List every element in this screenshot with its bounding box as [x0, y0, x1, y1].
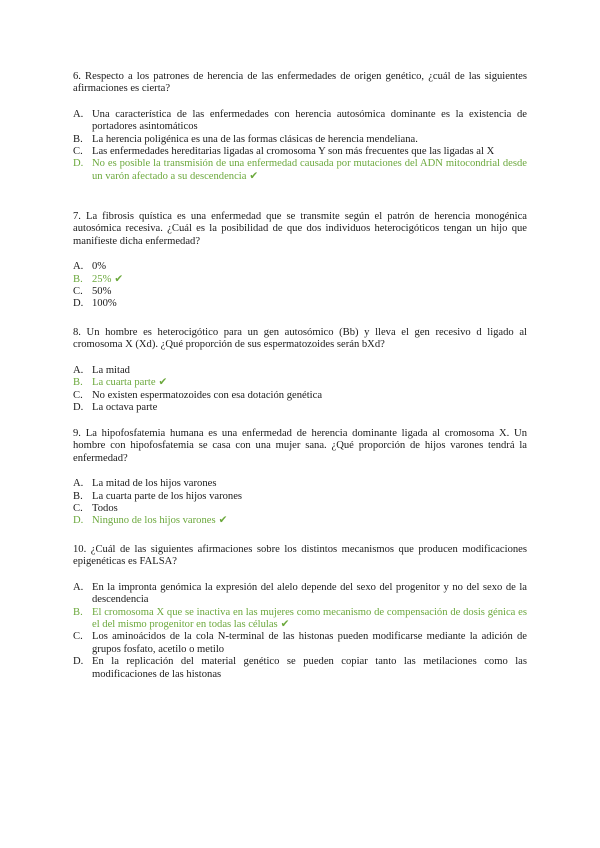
option-letter: B.	[73, 377, 83, 389]
option-text: La cuarta parte de los hijos varones	[92, 490, 243, 502]
option-letter: B.	[73, 490, 83, 502]
option-letter: A.	[73, 261, 84, 273]
option-letter: D.	[73, 656, 84, 668]
option-text: En la impronta genómica la expresión del alelo depende del sexo del progenitor y no del sexo de la descendencia	[92, 581, 527, 606]
option-list	[73, 261, 527, 311]
question-8	[73, 327, 527, 414]
option-text: 50%	[92, 286, 112, 298]
question-stem: 8. Un hombre es heterocigótico para un gen autosómico (Bb) y lleva el gen recesivo d ligado al cromosoma X (Xd). ¿Qué proporción de sus espermatozoides serán bXd?	[73, 327, 527, 351]
option-letter: C.	[73, 146, 83, 158]
option-c[interactable]	[73, 631, 527, 656]
question-stem: 9. La hipofosfatemia humana es una enfermedad de herencia dominante ligada al cromosoma X. Un hombre con hipofosfatemia se casa con una mujer sana. ¿Qué proporción de hijos varones tendrá la enfermedad?	[73, 428, 527, 464]
option-text: Los aminoácidos de la cola N-terminal de las histonas pueden modificarse mediante la adición de grupos fosfato, acetilo o metilo	[92, 631, 527, 655]
option-letter: D.	[73, 158, 84, 170]
option-b[interactable]	[73, 491, 527, 503]
option-text: No es posible la transmisión de una enfermedad causada por mutaciones del ADN mitocondrial desde un varón afectado a su descendencia ✔	[92, 158, 527, 182]
option-c[interactable]	[73, 286, 527, 298]
option-letter: A.	[73, 108, 84, 120]
check-icon: ✔	[280, 619, 290, 631]
question-6	[73, 71, 527, 183]
option-text: La octava parte	[92, 402, 158, 414]
option-letter: B.	[73, 133, 83, 145]
option-letter: B.	[73, 606, 83, 618]
option-a[interactable]	[73, 478, 527, 490]
option-b[interactable]	[73, 377, 527, 389]
option-text: Las enfermedades hereditarias ligadas al cromosoma Y son más frecuentes que las ligadas al X	[92, 146, 495, 158]
check-icon: ✔	[218, 515, 228, 527]
question-stem: 10. ¿Cuál de las siguientes afirmaciones sobre los distintos mecanismos que producen modificaciones epigenéticas es FALSA?	[73, 544, 527, 568]
option-b[interactable]	[73, 607, 527, 632]
option-text: Una característica de las enfermedades con herencia autosómica dominante es la existencia de portadores asintomáticos	[92, 108, 527, 133]
option-letter: C.	[73, 631, 83, 643]
question-stem: 6. Respecto a los patrones de herencia de las enfermedades de origen genético, ¿cuál de las siguientes afirmaciones es cierta?	[73, 71, 527, 95]
option-letter: D.	[73, 515, 84, 527]
question-stem: 7. La fibrosis quística es una enfermedad que se transmite según el patrón de herencia monogénica autosómica recesiva. ¿Cuál es la posibilidad de que dos individuos heterocigóticos tengan un hijo que manifieste dicha enfermedad?	[73, 211, 527, 247]
option-letter: A.	[73, 581, 84, 593]
question-7	[73, 211, 527, 311]
option-list	[73, 582, 527, 681]
option-d[interactable]	[73, 298, 527, 310]
option-text: No existen espermatozoides con esa dotación genética	[92, 389, 323, 401]
option-b[interactable]	[73, 134, 527, 146]
option-c[interactable]	[73, 390, 527, 402]
question-9	[73, 428, 527, 528]
option-letter: D.	[73, 298, 84, 310]
option-list	[73, 109, 527, 183]
option-a[interactable]	[73, 261, 527, 273]
option-letter: D.	[73, 402, 84, 414]
option-list	[73, 365, 527, 415]
option-a[interactable]	[73, 109, 527, 134]
option-d[interactable]	[73, 515, 527, 527]
check-icon: ✔	[249, 170, 259, 182]
option-text: La herencia poligénica es una de las formas clásicas de herencia mendeliana.	[92, 133, 418, 145]
option-letter: B.	[73, 273, 83, 285]
option-text: La mitad	[92, 364, 130, 376]
option-letter: A.	[73, 478, 84, 490]
option-b[interactable]	[73, 274, 527, 286]
option-text: Ninguno de los hijos varones ✔	[92, 515, 228, 527]
option-text: 100%	[92, 298, 117, 310]
option-letter: A.	[73, 364, 84, 376]
option-letter: C.	[73, 503, 83, 515]
option-d[interactable]	[73, 158, 527, 183]
option-a[interactable]	[73, 582, 527, 607]
option-d[interactable]	[73, 656, 527, 681]
option-list	[73, 478, 527, 528]
option-text: Todos	[92, 503, 118, 515]
option-a[interactable]	[73, 365, 527, 377]
option-text: 25% ✔	[92, 273, 124, 285]
option-text: El cromosoma X que se inactiva en las mujeres como mecanismo de compensación de dosis génica es el del mismo progenitor en todas las células ✔	[92, 606, 527, 631]
check-icon: ✔	[158, 377, 168, 389]
option-letter: C.	[73, 286, 83, 298]
option-text: La mitad de los hijos varones	[92, 478, 217, 490]
option-text: En la replicación del material genético se pueden copiar tanto las metilaciones como las modificaciones de las histonas	[92, 656, 527, 680]
question-10	[73, 544, 527, 681]
option-letter: C.	[73, 389, 83, 401]
option-c[interactable]	[73, 503, 527, 515]
option-c[interactable]	[73, 146, 527, 158]
check-icon: ✔	[114, 273, 124, 285]
option-text: La cuarta parte ✔	[92, 377, 168, 389]
option-text: 0%	[92, 261, 107, 273]
option-d[interactable]	[73, 402, 527, 414]
